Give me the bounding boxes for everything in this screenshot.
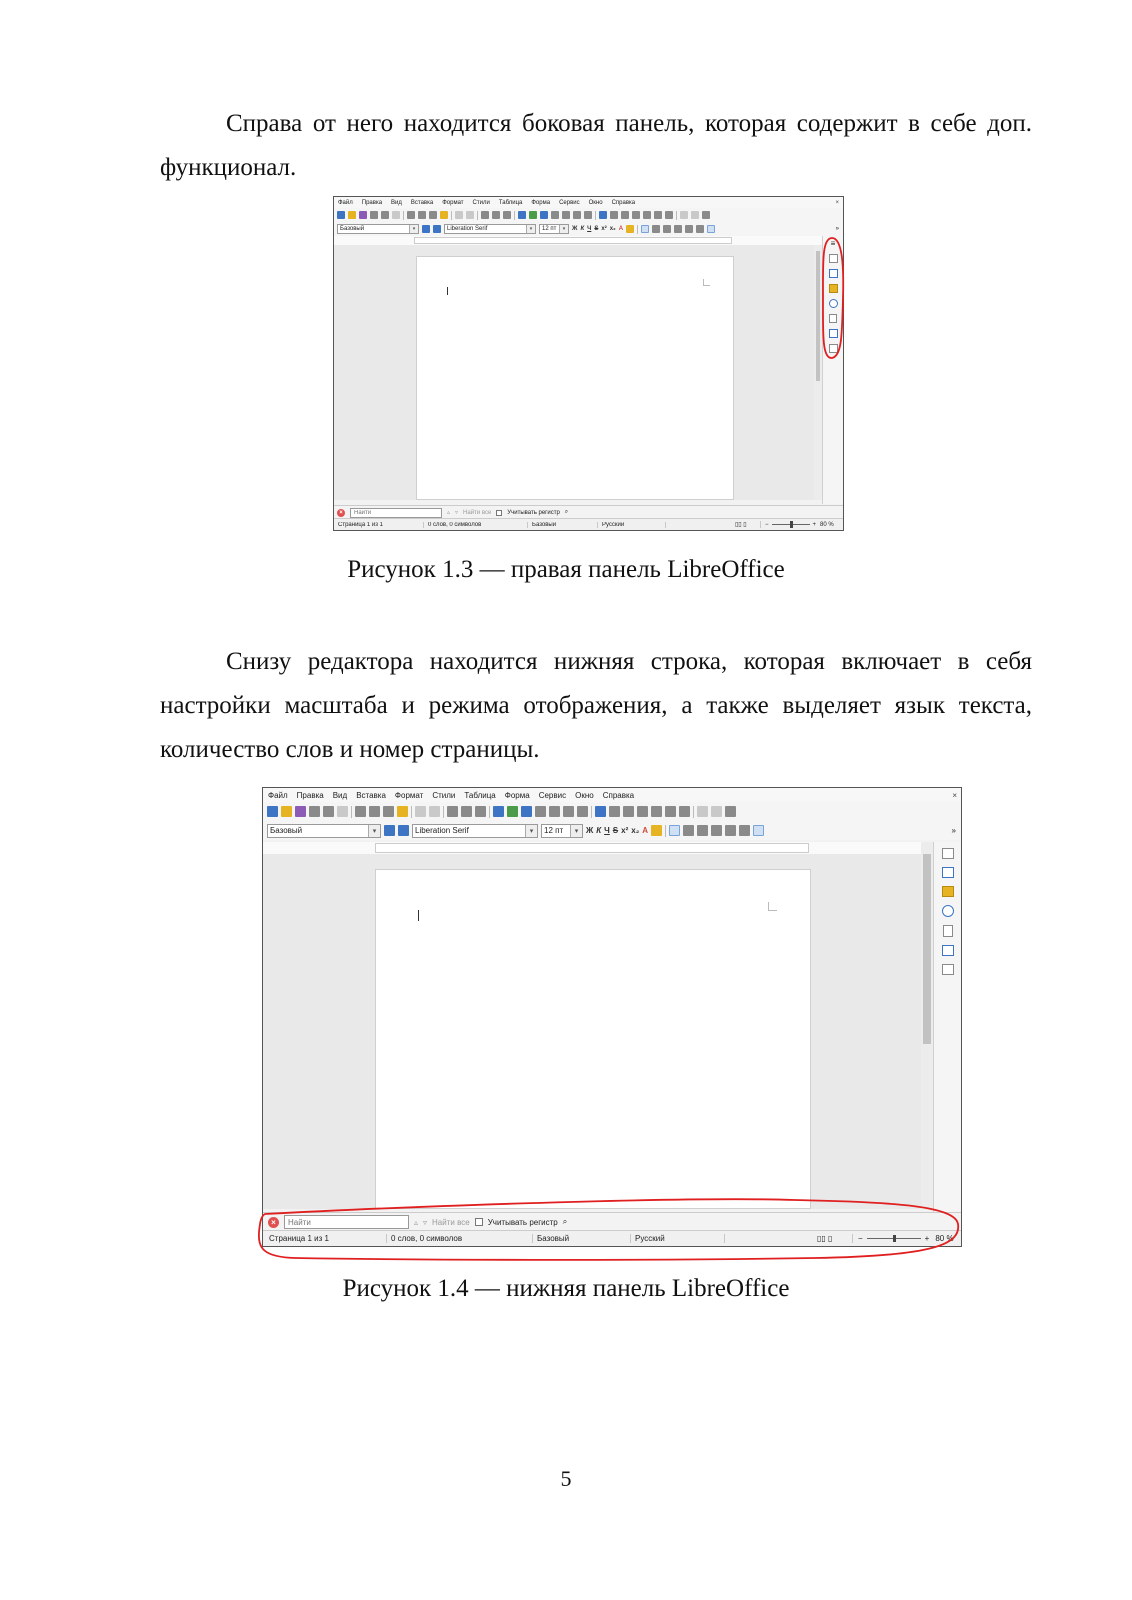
styles-icon[interactable] — [942, 867, 954, 878]
menu-item-styles[interactable]: Стили — [432, 790, 456, 800]
chevron-down-icon: ▾ — [368, 825, 380, 837]
figure-caption-1-4: Рисунок 1.4 — нижняя панель LibreOffice — [342, 1275, 790, 1302]
menu-bar — [334, 197, 843, 208]
page-number: 5 — [560, 1466, 572, 1491]
font-name-select[interactable]: Liberation Serif ▾ — [412, 824, 538, 838]
font-size-select[interactable]: 12 пт ▾ — [541, 824, 583, 838]
document-page[interactable] — [375, 869, 811, 1209]
paste-icon[interactable] — [429, 211, 437, 219]
separator — [451, 211, 452, 220]
line-spacing-icon[interactable] — [753, 825, 764, 836]
open-folder-icon[interactable] — [281, 806, 292, 817]
export-pdf-icon[interactable] — [309, 806, 320, 817]
chevron-down-icon: ▾ — [409, 225, 418, 233]
comment-icon[interactable] — [654, 211, 662, 219]
view-layout-buttons[interactable]: ▯▯ ▯ — [731, 521, 761, 528]
match-case-label: Учитывать регистр — [487, 1217, 558, 1227]
superscript-button[interactable]: x² — [601, 226, 607, 232]
match-case-label: Учитывать регистр — [507, 509, 560, 516]
separator — [443, 806, 444, 818]
insert-table-icon[interactable] — [493, 806, 504, 817]
font-size-select[interactable]: 12 пт ▾ — [539, 224, 569, 234]
spelling-icon[interactable] — [492, 211, 500, 219]
zoom-in-button[interactable]: + — [812, 521, 817, 528]
find-input[interactable] — [350, 508, 442, 518]
style-inspector-icon[interactable] — [942, 945, 954, 956]
find-replace-dialog-icon[interactable]: ⌕ — [564, 509, 569, 515]
strikethrough-button[interactable]: S — [594, 226, 599, 232]
menu-item-help[interactable]: Справка — [611, 199, 636, 206]
bullets-icon[interactable] — [685, 225, 693, 233]
clone-formatting-icon[interactable] — [397, 806, 408, 817]
separator — [665, 825, 666, 837]
formatting-marks-icon[interactable] — [475, 806, 486, 817]
manage-changes-icon[interactable] — [942, 964, 954, 975]
paragraph-style-select[interactable]: Базовый ▾ — [337, 224, 419, 234]
track-changes-icon[interactable] — [679, 806, 690, 817]
superscript-button[interactable]: x² — [621, 826, 629, 835]
align-right-icon[interactable] — [697, 825, 708, 836]
endnote-icon[interactable] — [623, 806, 634, 817]
italic-button[interactable]: К — [596, 826, 602, 835]
page-style-status[interactable]: Базовый — [528, 522, 598, 528]
menu-item-form[interactable]: Форма — [531, 199, 551, 206]
page-break-icon[interactable] — [562, 211, 570, 219]
footnote-icon[interactable] — [610, 211, 618, 219]
line-spacing-icon[interactable] — [707, 225, 715, 233]
align-center-icon[interactable] — [683, 825, 694, 836]
numbering-icon[interactable] — [696, 225, 704, 233]
libreoffice-window-fig-1-3 — [333, 196, 844, 531]
formatting-toolbar — [263, 821, 961, 840]
find-replace-icon[interactable] — [447, 806, 458, 817]
print-preview-icon[interactable] — [337, 806, 348, 817]
bullets-icon[interactable] — [725, 825, 736, 836]
style-inspector-icon[interactable] — [829, 329, 838, 338]
document-area — [334, 245, 819, 500]
sidebar-menu-icon[interactable]: ≡ — [830, 239, 836, 248]
status-bar — [263, 1230, 961, 1246]
underline-button[interactable]: Ч — [587, 226, 592, 232]
scrollbar-thumb[interactable] — [923, 854, 931, 1044]
page-icon[interactable] — [943, 925, 953, 937]
properties-icon[interactable] — [942, 848, 954, 859]
match-case-checkbox[interactable] — [496, 510, 502, 516]
status-bar — [334, 518, 843, 530]
standard-toolbar — [263, 802, 961, 821]
menu-item-view[interactable]: Вид — [391, 199, 402, 206]
find-next-icon[interactable]: ▿ — [455, 510, 459, 516]
bookmark-icon[interactable] — [637, 806, 648, 817]
italic-button[interactable]: К — [580, 226, 585, 232]
print-icon[interactable] — [381, 211, 389, 219]
chevron-down-icon: ▾ — [570, 825, 582, 837]
subscript-button[interactable]: x₂ — [631, 826, 640, 835]
insert-textbox-icon[interactable] — [535, 806, 546, 817]
bookmark-icon[interactable] — [632, 211, 640, 219]
cut-icon[interactable] — [355, 806, 366, 817]
update-style-icon[interactable] — [384, 825, 395, 836]
redo-icon[interactable] — [466, 211, 474, 219]
insert-field-icon[interactable] — [563, 806, 574, 817]
menu-item-tools[interactable]: Сервис — [559, 199, 580, 206]
hyperlink-icon[interactable] — [599, 211, 607, 219]
find-toolbar — [334, 505, 843, 519]
clone-formatting-icon[interactable] — [440, 211, 448, 219]
redo-icon[interactable] — [429, 806, 440, 817]
basic-shapes-icon[interactable] — [691, 211, 699, 219]
open-folder-icon[interactable] — [348, 211, 356, 219]
new-document-icon[interactable] — [267, 806, 278, 817]
zoom-out-button[interactable]: − — [765, 521, 769, 528]
align-left-icon[interactable] — [669, 825, 680, 836]
menu-bar — [263, 788, 961, 802]
close-find-icon[interactable]: × — [268, 1217, 279, 1228]
language-status[interactable]: Русский — [598, 522, 666, 528]
highlight-icon[interactable] — [626, 225, 634, 233]
basic-shapes-icon[interactable] — [711, 806, 722, 817]
separator — [637, 225, 638, 234]
sidebar-deck — [933, 842, 961, 1215]
print-icon[interactable] — [323, 806, 334, 817]
gallery-icon[interactable] — [942, 886, 954, 897]
menu-item-form[interactable]: Форма — [504, 790, 530, 800]
sidebar-deck — [822, 236, 843, 504]
chevron-down-icon: ▾ — [559, 225, 568, 233]
track-changes-icon[interactable] — [665, 211, 673, 219]
menu-item-edit[interactable]: Правка — [361, 199, 383, 206]
separator — [489, 806, 490, 818]
separator — [693, 806, 694, 818]
find-previous-icon[interactable]: ▵ — [447, 510, 451, 516]
menu-item-file[interactable]: Файл — [268, 790, 288, 800]
separator — [591, 806, 592, 818]
find-toolbar — [263, 1212, 961, 1231]
manage-changes-icon[interactable] — [829, 344, 838, 353]
more-options-icon[interactable]: » — [835, 226, 839, 232]
formatting-toolbar — [334, 222, 843, 236]
separator — [514, 211, 515, 220]
zoom-slider[interactable] — [772, 524, 810, 525]
view-layout-buttons[interactable]: ▯▯ ▯ — [813, 1234, 853, 1243]
font-name-select[interactable]: Liberation Serif ▾ — [444, 224, 536, 234]
formatting-marks-icon[interactable] — [503, 211, 511, 219]
align-center-icon[interactable] — [652, 225, 660, 233]
strikethrough-button[interactable]: S — [612, 826, 619, 835]
highlight-icon[interactable] — [651, 825, 662, 836]
separator — [403, 211, 404, 220]
copy-icon[interactable] — [418, 211, 426, 219]
zoom-level-status[interactable]: 80 % — [820, 521, 834, 528]
hyperlink-icon[interactable] — [595, 806, 606, 817]
justify-icon[interactable] — [711, 825, 722, 836]
paragraph-bottom-panel: Снизу редактора находится нижняя строка, которая включает в себя настройки масштаба и режима отображения, а также выделяет язык текста, количество слов и номер страницы. — [160, 648, 1032, 763]
close-icon[interactable]: × — [835, 199, 839, 206]
ruler-text-area — [414, 237, 732, 244]
menu-item-table[interactable]: Таблица — [464, 790, 496, 800]
cross-reference-icon[interactable] — [643, 211, 651, 219]
update-style-icon[interactable] — [422, 225, 430, 233]
page-style-status[interactable]: Базовый — [533, 1234, 631, 1243]
separator — [595, 211, 596, 220]
menu-item-format[interactable]: Формат — [394, 790, 424, 800]
special-character-icon[interactable] — [584, 211, 592, 219]
line-icon[interactable] — [697, 806, 708, 817]
new-style-icon[interactable] — [433, 225, 441, 233]
zoom-in-button[interactable]: + — [924, 1234, 930, 1243]
text-cursor — [418, 910, 419, 921]
draw-functions-icon[interactable] — [725, 806, 736, 817]
menu-item-window[interactable]: Окно — [588, 199, 603, 206]
draw-functions-icon[interactable] — [702, 211, 710, 219]
copy-icon[interactable] — [369, 806, 380, 817]
cut-icon[interactable] — [407, 211, 415, 219]
align-left-icon[interactable] — [641, 225, 649, 233]
word-count-status[interactable]: 0 слов, 0 символов — [387, 1234, 533, 1243]
chevron-down-icon: ▾ — [525, 825, 537, 837]
find-replace-dialog-icon[interactable]: ⌕ — [562, 1217, 568, 1226]
footnote-icon[interactable] — [609, 806, 620, 817]
match-case-checkbox[interactable] — [475, 1218, 483, 1226]
close-find-icon[interactable]: × — [337, 509, 345, 517]
separator — [477, 211, 478, 220]
menu-item-help[interactable]: Справка — [602, 790, 635, 800]
word-count-status[interactable]: 0 слов, 0 символов — [424, 522, 528, 528]
underline-button[interactable]: Ч — [604, 826, 610, 835]
insert-chart-icon[interactable] — [540, 211, 548, 219]
insert-chart-icon[interactable] — [521, 806, 532, 817]
separator — [351, 806, 352, 818]
comment-icon[interactable] — [665, 806, 676, 817]
font-color-button[interactable]: A — [642, 826, 649, 835]
chevron-down-icon: ▾ — [526, 225, 535, 233]
save-icon[interactable] — [295, 806, 306, 817]
numbering-icon[interactable] — [739, 825, 750, 836]
zoom-level-status[interactable]: 80 % — [935, 1234, 954, 1243]
zoom-slider[interactable] — [867, 1238, 921, 1239]
standard-toolbar — [334, 208, 843, 222]
libreoffice-window-fig-1-4 — [262, 787, 962, 1247]
zoom-slider-knob[interactable] — [790, 521, 793, 528]
menu-item-table[interactable]: Таблица — [498, 199, 523, 206]
menu-item-insert[interactable]: Вставка — [410, 199, 434, 206]
paragraph-right-panel: Справа от него находится боковая панель, которая содержит в себе доп. функционал. — [160, 110, 1032, 181]
styles-icon[interactable] — [829, 269, 838, 278]
bold-button[interactable]: Ж — [572, 226, 578, 232]
navigator-icon[interactable] — [829, 299, 838, 308]
menu-item-styles[interactable]: Стили — [472, 199, 490, 206]
spelling-icon[interactable] — [461, 806, 472, 817]
page-break-icon[interactable] — [549, 806, 560, 817]
menu-item-tools[interactable]: Сервис — [538, 790, 567, 800]
find-previous-icon[interactable]: ▵ — [414, 1217, 419, 1227]
special-character-icon[interactable] — [577, 806, 588, 817]
find-next-icon[interactable]: ▿ — [423, 1217, 428, 1227]
subscript-button[interactable]: x₂ — [609, 226, 616, 232]
separator — [411, 806, 412, 818]
new-document-icon[interactable] — [337, 211, 345, 219]
endnote-icon[interactable] — [621, 211, 629, 219]
ruler-text-area — [375, 843, 809, 853]
find-all-button[interactable]: Найти все — [432, 1217, 470, 1227]
document-page[interactable] — [416, 256, 734, 500]
align-right-icon[interactable] — [663, 225, 671, 233]
properties-icon[interactable] — [829, 254, 838, 263]
text-boundary-mark — [768, 902, 777, 911]
vertical-scrollbar[interactable] — [921, 842, 933, 1209]
separator — [676, 211, 677, 220]
font-color-button[interactable]: A — [618, 226, 624, 232]
export-pdf-icon[interactable] — [370, 211, 378, 219]
insert-image-icon[interactable] — [507, 806, 518, 817]
menu-item-insert[interactable]: Вставка — [356, 790, 386, 800]
text-boundary-mark — [703, 279, 710, 286]
text-cursor — [447, 287, 448, 295]
page-icon[interactable] — [829, 314, 837, 323]
save-icon[interactable] — [359, 211, 367, 219]
figure-caption-1-3: Рисунок 1.3 — правая панель LibreOffice — [347, 556, 785, 583]
insert-table-icon[interactable] — [518, 211, 526, 219]
paragraph-style-select[interactable]: Базовый ▾ — [267, 824, 381, 838]
more-options-icon[interactable]: » — [951, 826, 956, 835]
insert-field-icon[interactable] — [573, 211, 581, 219]
new-style-icon[interactable] — [398, 825, 409, 836]
zoom-out-button[interactable]: − — [858, 1234, 863, 1243]
page-number-status[interactable]: Страница 1 из 1 — [263, 1234, 387, 1243]
insert-textbox-icon[interactable] — [551, 211, 559, 219]
navigator-icon[interactable] — [942, 905, 954, 917]
find-input[interactable] — [284, 1215, 409, 1229]
line-icon[interactable] — [680, 211, 688, 219]
menu-item-edit[interactable]: Правка — [296, 790, 324, 800]
vertical-scrollbar[interactable] — [814, 245, 822, 500]
justify-icon[interactable] — [674, 225, 682, 233]
find-all-button[interactable]: Найти все — [463, 509, 492, 516]
menu-item-format[interactable]: Формат — [442, 199, 464, 206]
print-preview-icon[interactable] — [392, 211, 400, 219]
find-replace-icon[interactable] — [481, 211, 489, 219]
menu-item-view[interactable]: Вид — [332, 790, 348, 800]
document-area — [263, 854, 921, 1209]
menu-item-file[interactable]: Файл — [338, 199, 353, 206]
paste-icon[interactable] — [383, 806, 394, 817]
menu-item-window[interactable]: Окно — [575, 790, 594, 800]
page-number-status[interactable]: Страница 1 из 1 — [334, 522, 424, 528]
gallery-icon[interactable] — [829, 284, 838, 293]
cross-reference-icon[interactable] — [651, 806, 662, 817]
close-icon[interactable]: × — [952, 790, 957, 800]
insert-image-icon[interactable] — [529, 211, 537, 219]
scrollbar-thumb[interactable] — [816, 251, 820, 381]
bold-button[interactable]: Ж — [586, 826, 594, 835]
undo-icon[interactable] — [415, 806, 426, 817]
zoom-slider-knob[interactable] — [893, 1235, 896, 1242]
undo-icon[interactable] — [455, 211, 463, 219]
language-status[interactable]: Русский — [631, 1234, 725, 1243]
